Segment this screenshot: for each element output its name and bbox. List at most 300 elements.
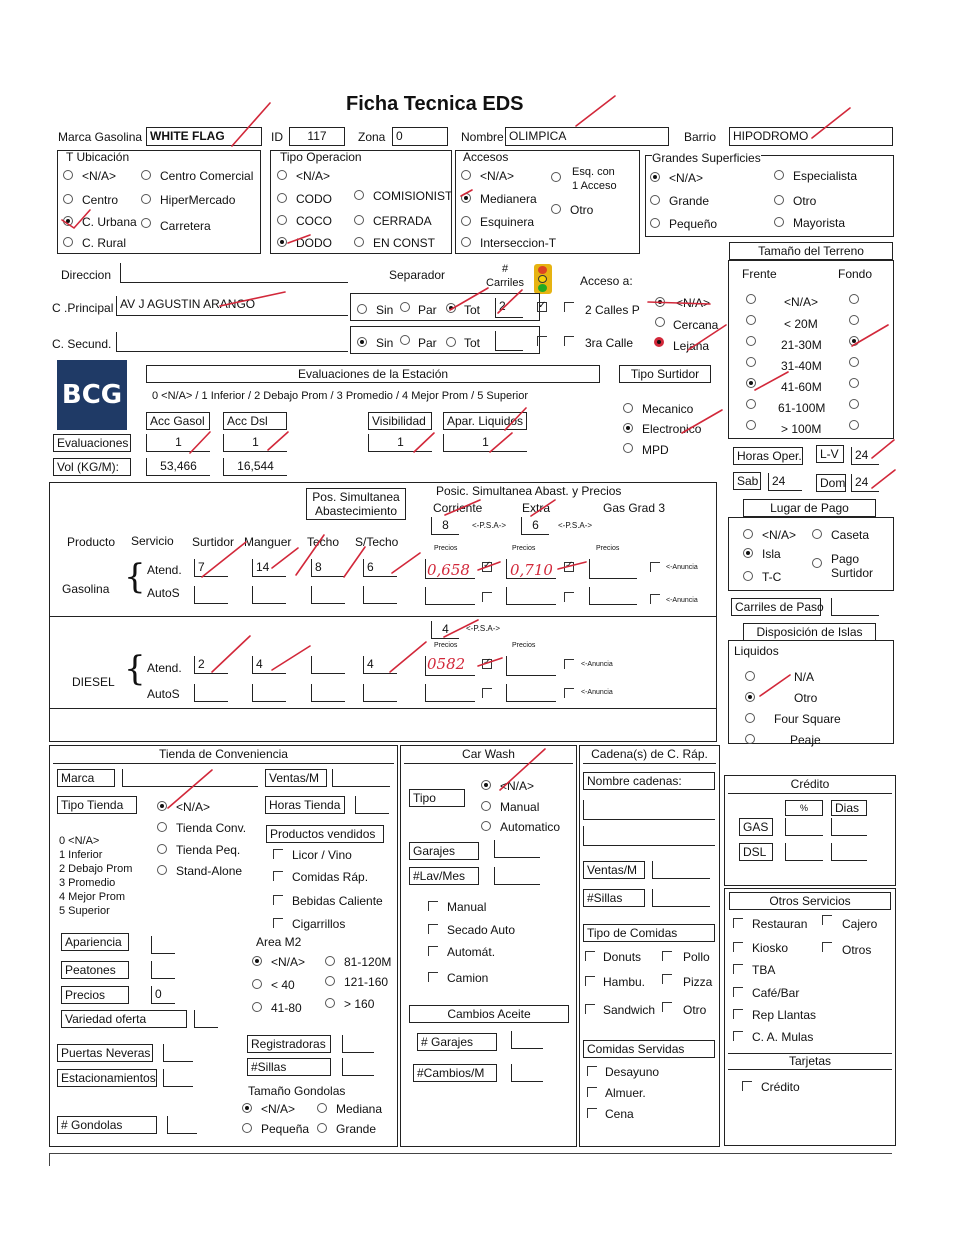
tienda-stand-radio[interactable] [157, 865, 167, 875]
precios-label: Precios [61, 986, 129, 1004]
cafe-label: Café/Bar [752, 986, 800, 1000]
carwash-na-radio[interactable] [481, 780, 491, 790]
acceso-cercana-radio[interactable] [655, 317, 665, 327]
carriles-paso-label: Carriles de Paso [731, 598, 821, 616]
area-label: Area M2 [256, 935, 302, 949]
surt-mpd-label: MPD [642, 443, 669, 457]
carwash-manual-radio[interactable] [481, 801, 491, 811]
pago-tc-radio[interactable] [743, 571, 753, 581]
ubic-carretera-radio[interactable] [141, 218, 151, 228]
cw-manual-checkbox[interactable] [428, 901, 438, 911]
gs-otro-label: Otro [793, 194, 817, 208]
carriles-label: # Carriles [486, 263, 524, 289]
direccion-field[interactable] [120, 263, 348, 283]
sep-s-par-radio[interactable] [400, 335, 410, 345]
cw-secado-checkbox[interactable] [428, 924, 438, 934]
traffic-light-icon [534, 264, 552, 294]
direccion-label: Direccion [61, 268, 112, 282]
surtidor-title: Tipo Surtidor [619, 365, 711, 383]
islas-otro-label: Otro [794, 691, 818, 705]
diesel-atend-surtidor-field[interactable]: 2 [194, 656, 228, 674]
tienda-scale-2: 2 Debajo Prom [59, 863, 133, 875]
gas-anuncia-label: <-Anuncia [666, 564, 698, 571]
licor-checkbox[interactable] [273, 849, 283, 859]
sandwich-checkbox[interactable] [585, 1004, 595, 1014]
acc-gasol-header: Acc Gasol [146, 412, 210, 430]
cw-camion-label: Camion [447, 971, 489, 985]
ubic-rural-radio[interactable] [63, 237, 73, 247]
islas-peaje-label: Peaje [790, 733, 821, 747]
gasolina-brace: { [124, 557, 146, 597]
sep-s-sin-radio[interactable] [357, 337, 367, 347]
carwash-tipo-label: Tipo [409, 789, 465, 807]
pos-simultanea-line1: Pos. Simultanea [312, 490, 400, 504]
tienda-conv-label: Tienda Conv. [176, 821, 247, 835]
eval-apar-field[interactable]: 1 [443, 434, 527, 452]
donuts-checkbox[interactable] [585, 951, 595, 961]
ubic-cc-radio[interactable] [141, 170, 151, 180]
frente-4-radio[interactable] [746, 378, 756, 388]
carriles-secund-field[interactable] [495, 331, 523, 351]
cigarrillos-label: Cigarrillos [292, 917, 346, 931]
evaluaciones-title: Evaluaciones de la Estación [146, 365, 600, 383]
posic-gas3: Gas Grad 3 [603, 501, 666, 515]
lv-label: L-V [816, 445, 844, 463]
credito-dsl-dias-field[interactable] [831, 843, 867, 861]
fondo-0-radio[interactable] [849, 294, 859, 304]
tienda-na-radio[interactable] [157, 801, 167, 811]
hambu-checkbox[interactable] [585, 976, 595, 986]
id-field[interactable]: 117 [289, 127, 345, 146]
peatones-field[interactable] [151, 961, 175, 979]
diesel-anuncia-1-checkbox[interactable] [482, 659, 492, 669]
acc-medianera-radio[interactable] [461, 193, 471, 203]
frente-0-radio[interactable] [746, 294, 756, 304]
carriles-principal-field[interactable]: 2 [495, 298, 523, 318]
cafe-checkbox[interactable] [733, 987, 743, 997]
terreno-fondo-label: Fondo [838, 267, 873, 281]
notes-field[interactable] [49, 1153, 892, 1166]
tamano-grande-label: Grande [336, 1122, 377, 1136]
comidas-checkbox[interactable] [273, 871, 283, 881]
diesel-autos-precio-1-field[interactable] [425, 684, 475, 702]
tamano-label: Tamaño Gondolas [248, 1084, 346, 1098]
operacion-title: Tipo Operacion [280, 150, 362, 164]
tba-checkbox[interactable] [733, 964, 743, 974]
cw-automat-checkbox[interactable] [428, 946, 438, 956]
cajero-checkbox[interactable] [822, 915, 832, 925]
eval-acc-dsl-field[interactable]: 1 [223, 434, 287, 452]
gondolas-field[interactable] [167, 1116, 197, 1134]
pago-na-radio[interactable] [743, 529, 753, 539]
gas-autos-techo-field[interactable] [311, 586, 345, 604]
cw-manual-label: Manual [447, 900, 487, 914]
cw-camion-checkbox[interactable] [428, 972, 438, 982]
acceso-lejana-radio[interactable] [654, 337, 664, 347]
oper-coco-radio[interactable] [277, 215, 287, 225]
hambu-label: Hambu. [603, 975, 646, 989]
area-40-label: < 40 [271, 978, 295, 992]
gas-atend-stecho-field[interactable]: 6 [363, 559, 397, 577]
diesel-autos-surtidor-field[interactable] [194, 684, 228, 702]
psa-corriente-field[interactable]: 8 [431, 517, 459, 535]
carriles-paso-field[interactable] [831, 598, 879, 616]
acceso-a-label: Acceso a: [580, 274, 633, 288]
vol-dsl-field[interactable]: 16,544 [223, 458, 287, 476]
cw-secado-label: Secado Auto [447, 923, 516, 937]
area-na-radio[interactable] [252, 956, 262, 966]
acc-na-radio[interactable] [461, 170, 471, 180]
horas-tienda-field[interactable] [355, 796, 389, 814]
credito-gas-pct-field[interactable] [785, 818, 823, 836]
frente-3-radio[interactable] [746, 357, 756, 367]
gasolina-label: Gasolina [62, 582, 110, 596]
acc-esq-label: Esq. con [572, 166, 615, 178]
puertas-label: Puertas Neveras [57, 1044, 153, 1062]
terreno-size-4: 41-60M [781, 380, 822, 394]
carwash-auto-radio[interactable] [481, 821, 491, 831]
ubic-hiper-label: HiperMercado [160, 193, 236, 207]
tamano-grande-radio[interactable] [317, 1123, 327, 1133]
islas-otro-radio[interactable] [745, 692, 755, 702]
surt-mpd-radio[interactable] [623, 443, 633, 453]
ubic-centro-radio[interactable] [63, 194, 73, 204]
area-160-radio[interactable] [325, 998, 335, 1008]
sab-label: Sab [733, 472, 761, 490]
registradoras-field[interactable] [342, 1035, 374, 1053]
cigarrillos-checkbox[interactable] [273, 918, 283, 928]
zona-field[interactable]: 0 [392, 127, 448, 146]
horas-oper-label: Horas Oper. [733, 447, 803, 465]
carwash-manual-label: Manual [500, 800, 540, 814]
lv-field[interactable]: 24 [851, 447, 879, 465]
carwash-title: Car Wash [404, 747, 573, 764]
tamano-na-radio[interactable] [242, 1103, 252, 1113]
islas-liquidos-label: Liquidos [734, 644, 779, 658]
diesel-autos-anuncia-1-checkbox[interactable] [482, 688, 492, 698]
nombre-field[interactable]: OLIMPICA [505, 127, 669, 146]
diesel-autos-techo-field[interactable] [311, 684, 345, 702]
pago-caseta-radio[interactable] [812, 529, 822, 539]
diesel-psa-label: <-P.S.A-> [466, 624, 501, 633]
tamano-pequena-radio[interactable] [242, 1123, 252, 1133]
sep-p-tot-radio[interactable] [446, 303, 456, 313]
gs-pequeno-radio[interactable] [650, 218, 660, 228]
posic-title: Posic. Simultanea Abast. y Precios [436, 484, 622, 498]
oper-dodo-radio[interactable] [277, 237, 287, 247]
mulas-checkbox[interactable] [733, 1031, 743, 1041]
tamano-mediana-radio[interactable] [317, 1103, 327, 1113]
acc-esquinera-radio[interactable] [461, 216, 471, 226]
gas-autos-surtidor-field[interactable] [194, 586, 228, 604]
sab-field[interactable]: 24 [768, 473, 802, 491]
gas-anuncia-3-checkbox[interactable] [650, 562, 660, 572]
gas-atend-manguer-field[interactable]: 14 [252, 559, 286, 577]
kiosko-checkbox[interactable] [733, 942, 743, 952]
cambios-label: #Cambios/M [413, 1064, 497, 1082]
fondo-2-radio[interactable] [849, 336, 859, 346]
diesel-atend-manguer-field[interactable]: 4 [252, 656, 286, 674]
estacionamientos-label: Estacionamientos [57, 1069, 157, 1087]
islas-title: Disposición de Islas [743, 623, 876, 641]
acceso-na-radio[interactable] [655, 297, 665, 307]
col-producto: Producto [67, 535, 116, 549]
secund-label: C. Secund. [52, 337, 112, 351]
acc-otro-radio[interactable] [551, 204, 561, 214]
ubic-na-radio[interactable] [63, 170, 73, 180]
sep-p-par-label: Par [418, 303, 437, 317]
gas-atend-surtidor-field[interactable]: 7 [194, 559, 228, 577]
psa-extra-field[interactable]: 6 [521, 517, 549, 535]
oper-codo-radio[interactable] [277, 193, 287, 203]
estacionamientos-field[interactable] [163, 1069, 193, 1087]
ubic-cc-label: Centro Comercial [160, 169, 254, 183]
diesel-atend-stecho-field[interactable]: 4 [363, 656, 397, 674]
gas-atend-techo-field[interactable]: 8 [311, 559, 345, 577]
sep-p-sin-label: Sin [376, 303, 394, 317]
credito-gas-dias-field[interactable] [831, 818, 867, 836]
psa-label-2: <-P.S.A-> [558, 521, 593, 530]
marca-field[interactable]: WHITE FLAG [146, 127, 262, 146]
vol-gasol-field[interactable]: 53,466 [146, 458, 210, 476]
gas-precio-gas3-field[interactable] [589, 559, 637, 579]
aceite-garajes-field[interactable] [511, 1031, 543, 1049]
credito-dsl-pct-field[interactable] [785, 843, 823, 861]
traffic-secund-checkbox[interactable] [537, 336, 547, 346]
productos-divider [49, 616, 717, 617]
pizza-checkbox[interactable] [662, 974, 672, 984]
gas-autos-precio-2-field[interactable] [506, 587, 556, 605]
otro-comida-checkbox[interactable] [662, 1002, 672, 1012]
tienda-peq-radio[interactable] [157, 844, 167, 854]
pago-isla-radio[interactable] [743, 548, 753, 558]
gas-autos-manguer-field[interactable] [252, 586, 286, 604]
diesel-autos-anuncia-label: <-Anuncia [581, 689, 613, 696]
fondo-3-radio[interactable] [849, 357, 859, 367]
pago-surtidor-radio[interactable] [812, 558, 822, 568]
terreno-title: Tamaño del Terreno [729, 242, 893, 260]
tienda-marca-field[interactable] [122, 769, 258, 787]
cw-automat-label: Automát. [447, 945, 496, 959]
precios-label-2: Precios [512, 545, 536, 552]
islas-na-radio[interactable] [745, 671, 755, 681]
gas-autos-anuncia-2-checkbox[interactable] [564, 592, 574, 602]
apariencia-field[interactable] [151, 936, 175, 954]
apariencia-label: Apariencia [61, 933, 129, 951]
credito-title: Crédito [728, 777, 892, 794]
fondo-1-radio[interactable] [849, 315, 859, 325]
gas-anuncia-2-checkbox[interactable] [564, 562, 574, 572]
acceso-cercana-label: Cercana [673, 318, 719, 332]
ubic-hiper-radio[interactable] [141, 194, 151, 204]
pollo-checkbox[interactable] [662, 951, 672, 961]
eval-acc-gasol-field[interactable]: 1 [146, 434, 210, 452]
diesel-autos-precio-2-field[interactable] [506, 684, 556, 702]
cena-label: Cena [605, 1107, 634, 1121]
eval-visibilidad-field[interactable]: 1 [368, 434, 432, 452]
sep-p-par-radio[interactable] [400, 302, 410, 312]
fondo-5-radio[interactable] [849, 399, 859, 409]
terreno-size-0: <N/A> [784, 295, 819, 309]
visibilidad-header: Visibilidad [368, 412, 432, 430]
gas-autos-anuncia-label: <-Anuncia [666, 597, 698, 604]
calle3-checkbox[interactable] [564, 336, 574, 346]
gas-autos-stecho-field[interactable] [363, 586, 397, 604]
gs-grande-radio[interactable] [650, 195, 660, 205]
diesel-autos-stecho-field[interactable] [363, 684, 397, 702]
surt-electronico-label: Electronico [642, 422, 702, 436]
diesel-autos-label: AutoS [147, 687, 180, 701]
diesel-psa-field[interactable]: 4 [431, 621, 459, 639]
almuer-checkbox[interactable] [587, 1087, 597, 1097]
tienda-conv-radio[interactable] [157, 822, 167, 832]
acceso-lejana-label: Lejana [673, 339, 710, 353]
acc-na-label: <N/A> [480, 169, 515, 183]
sandwich-label: Sandwich [603, 1003, 656, 1017]
calles2-checkbox[interactable] [564, 302, 574, 312]
gas-autos-precio-3-field[interactable] [589, 587, 637, 605]
sep-p-sin-radio[interactable] [357, 304, 367, 314]
restauran-checkbox[interactable] [733, 918, 743, 928]
tienda-ventas-field[interactable] [332, 769, 390, 787]
pago-tc-label: T-C [762, 570, 782, 584]
rep-llantas-checkbox[interactable] [733, 1009, 743, 1019]
fondo-4-radio[interactable] [849, 378, 859, 388]
frente-1-radio[interactable] [746, 315, 756, 325]
diesel-anuncia-label: <-Anuncia [581, 661, 613, 668]
ubic-urbana-radio[interactable] [63, 216, 73, 226]
cadenas-sillas-field[interactable] [652, 889, 710, 907]
area-41-radio[interactable] [252, 1002, 262, 1012]
fondo-6-radio[interactable] [849, 420, 859, 430]
gs-na-radio[interactable] [650, 172, 660, 182]
cajero-label: Cajero [842, 917, 878, 931]
area-40-radio[interactable] [252, 979, 262, 989]
cadenas-nombre-label: Nombre cadenas: [583, 772, 715, 790]
horas-tienda-label: Horas Tienda [265, 796, 345, 814]
acc-interseccion-radio[interactable] [461, 237, 471, 247]
gas-anuncia-1-checkbox[interactable] [482, 562, 492, 572]
desayuno-checkbox[interactable] [587, 1066, 597, 1076]
gondolas-label: # Gondolas [57, 1116, 157, 1134]
surt-mecanico-radio[interactable] [623, 403, 633, 413]
oper-na-radio[interactable] [277, 170, 287, 180]
precios-label-1: Precios [434, 545, 458, 552]
frente-5-radio[interactable] [746, 399, 756, 409]
oper-cerrada-radio[interactable] [354, 215, 364, 225]
oper-comisionista-radio[interactable] [354, 190, 364, 200]
credito-dsl-label: DSL [739, 843, 773, 861]
islas-four-radio[interactable] [745, 713, 755, 723]
gs-especialista-radio[interactable] [774, 170, 784, 180]
licor-label: Licor / Vino [292, 848, 352, 862]
secund-field[interactable] [116, 332, 348, 352]
acc-esq-radio[interactable] [551, 172, 561, 182]
acc-medianera-label: Medianera [480, 192, 537, 206]
otros-checkbox[interactable] [822, 942, 832, 952]
gas-autos-anuncia-3-checkbox[interactable] [650, 594, 660, 604]
diesel-anuncia-2-checkbox[interactable] [564, 659, 574, 669]
frente-6-radio[interactable] [746, 420, 756, 430]
productos-vendidos-label: Productos vendidos [266, 825, 384, 843]
otro-comida-label: Otro [683, 1003, 707, 1017]
cena-checkbox[interactable] [587, 1108, 597, 1118]
carwash-na-label: <N/A> [500, 779, 535, 793]
sep-s-sin-label: Sin [376, 336, 394, 350]
pago-surtidor-label: Pago [831, 552, 860, 566]
cadenas-nombre-field-2[interactable] [583, 826, 715, 846]
gs-otro-radio[interactable] [774, 195, 784, 205]
frente-2-radio[interactable] [746, 336, 756, 346]
sep-s-tot-radio[interactable] [446, 337, 456, 347]
area-121-radio[interactable] [325, 976, 335, 986]
precios-field[interactable]: 0 [151, 986, 175, 1004]
gas-autos-precio-1-field[interactable] [425, 587, 475, 605]
lav-field[interactable] [494, 867, 540, 885]
tamano-na-label: <N/A> [261, 1102, 296, 1116]
cadenas-nombre-field-1[interactable] [583, 800, 715, 820]
principal-field[interactable]: AV J AGUSTIN ARANGO [116, 296, 348, 316]
variedad-field[interactable] [194, 1010, 218, 1028]
pos-simultanea-label [306, 488, 406, 520]
surt-electronico-radio[interactable] [623, 423, 633, 433]
diesel-autos-anuncia-2-checkbox[interactable] [564, 688, 574, 698]
pizza-label: Pizza [683, 975, 713, 989]
puertas-field[interactable] [163, 1044, 193, 1062]
diesel-autos-manguer-field[interactable] [252, 684, 286, 702]
barrio-label: Barrio [684, 130, 717, 144]
gs-na-label: <N/A> [669, 171, 704, 185]
tarjeta-credito-checkbox[interactable] [742, 1081, 752, 1091]
cadenas-ventas-field[interactable] [652, 861, 710, 879]
lav-label: #Lav/Mes [409, 867, 479, 885]
credito-dias-header: Dias [831, 800, 867, 816]
otros-title: Otros Servicios [729, 892, 891, 910]
islas-peaje-radio[interactable] [745, 734, 755, 744]
acc-esquinera-label: Esquinera [480, 215, 535, 229]
diesel-precios-label-2: Precios [512, 642, 536, 649]
oper-codo-label: CODO [296, 192, 332, 206]
ubic-carretera-label: Carretera [160, 219, 211, 233]
barrio-field[interactable]: HIPODROMO [729, 127, 893, 146]
terreno-size-3: 31-40M [781, 359, 822, 373]
gas-autos-anuncia-1-checkbox[interactable] [482, 592, 492, 602]
gas-autos-label: AutoS [147, 586, 180, 600]
diesel-atend-techo-field[interactable] [311, 656, 345, 674]
tienda-sillas-field[interactable] [342, 1058, 374, 1076]
aceite-garajes-label: # Garajes [417, 1033, 497, 1051]
cadenas-title: Cadena(s) de C. Ráp. [583, 747, 716, 764]
pago-na-label: <N/A> [762, 528, 797, 542]
col-techo: Techo [307, 535, 340, 549]
ubic-na-label: <N/A> [82, 169, 117, 183]
terreno-frente-label: Frente [742, 267, 777, 281]
oper-encons-radio[interactable] [354, 237, 364, 247]
gs-mayorista-radio[interactable] [774, 217, 784, 227]
traffic-principal-checkbox[interactable] [537, 302, 547, 312]
dom-field[interactable]: 24 [851, 474, 879, 492]
cambios-field[interactable] [511, 1064, 543, 1082]
area-81-radio[interactable] [325, 956, 335, 966]
peatones-label: Peatones [61, 961, 129, 979]
diesel-precio-2-field[interactable] [506, 656, 556, 676]
garajes-field[interactable] [494, 840, 540, 858]
terreno-size-6: > 100M [781, 422, 822, 436]
credito-gas-label: GAS [739, 818, 773, 836]
acceso-na-label: <N/A> [676, 296, 711, 310]
bebidas-checkbox[interactable] [273, 895, 283, 905]
tienda-marca-label: Marca [57, 769, 115, 787]
